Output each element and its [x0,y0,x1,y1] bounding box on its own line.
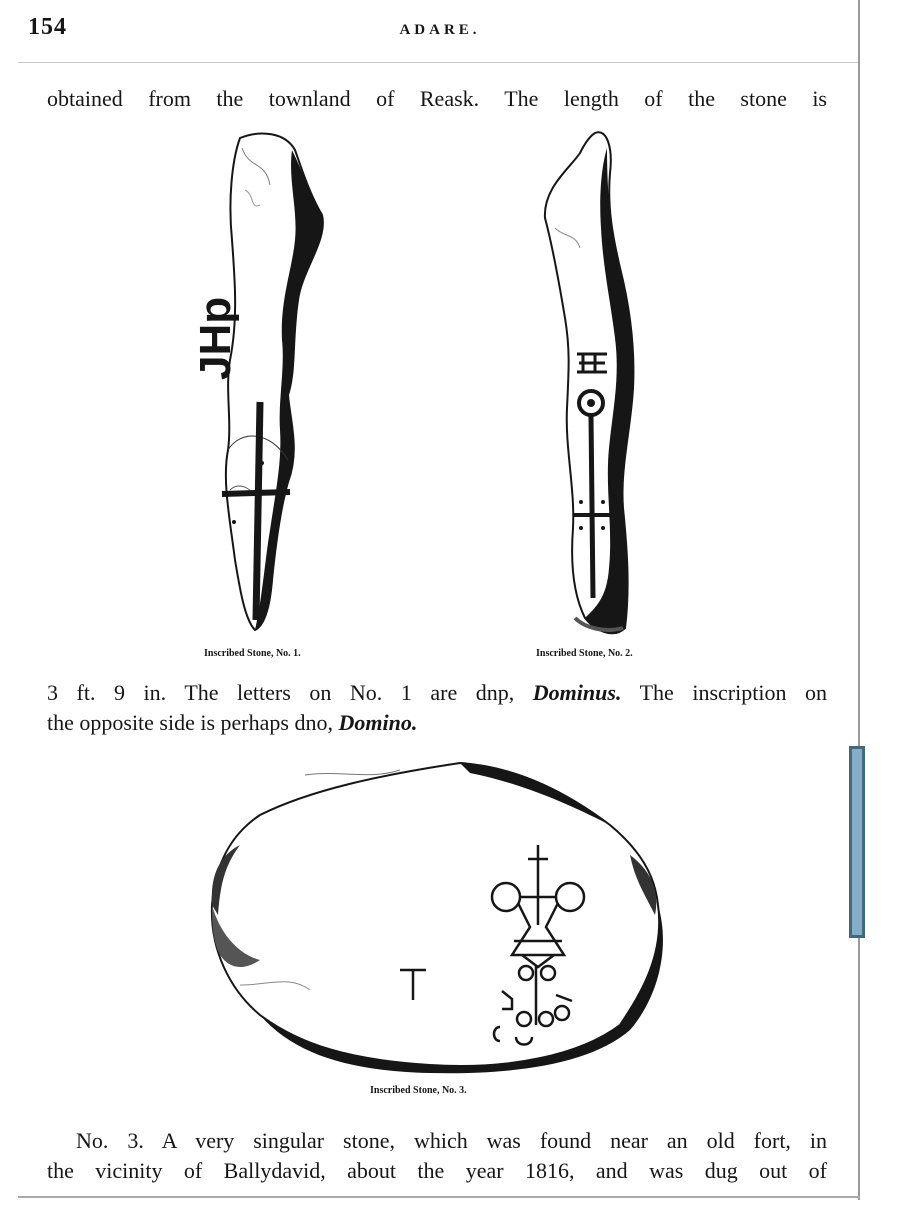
inscribed-stone-1-illustration [191,130,330,640]
header-rule [18,62,860,63]
body-text-line-4: No. 3. A very singular stone, which was found near an old fort, in [76,1128,827,1153]
body-text-line-2-part-a: 3 ft. 9 in. The letters on No. 1 are dnp, [47,680,533,705]
body-text-line-2-part-c: The inscription on [621,680,827,705]
svg-text:JHp: JHp [191,296,240,380]
running-head: ADARE. [399,22,481,38]
figure-caption-2: Inscribed Stone, No. 2. [536,648,633,659]
body-text-line-1: obtained from the townland of Reask. The length of the stone is [47,86,827,111]
page-number: 154 [28,14,67,40]
scroll-thumb[interactable] [849,746,865,938]
footer-rule [18,1196,860,1198]
figure-caption-1: Inscribed Stone, No. 1. [204,648,301,659]
page-edge-right [858,0,860,1200]
body-text-line-5: the vicinity of Ballydavid, about the year 1816, and was dug out of [47,1158,827,1183]
body-text-line-3-part-a: the opposite side is perhaps dno, [47,710,339,735]
inscribed-stone-3-illustration [200,755,675,1075]
body-text-line-3 [47,710,827,736]
body-text-line-2 [47,680,827,706]
italic-word-domino: Domino. [338,710,418,735]
italic-word-dominus: Dominus. [532,680,622,705]
figure-caption-3: Inscribed Stone, No. 3. [370,1085,467,1096]
inscribed-stone-2-illustration [535,128,650,643]
